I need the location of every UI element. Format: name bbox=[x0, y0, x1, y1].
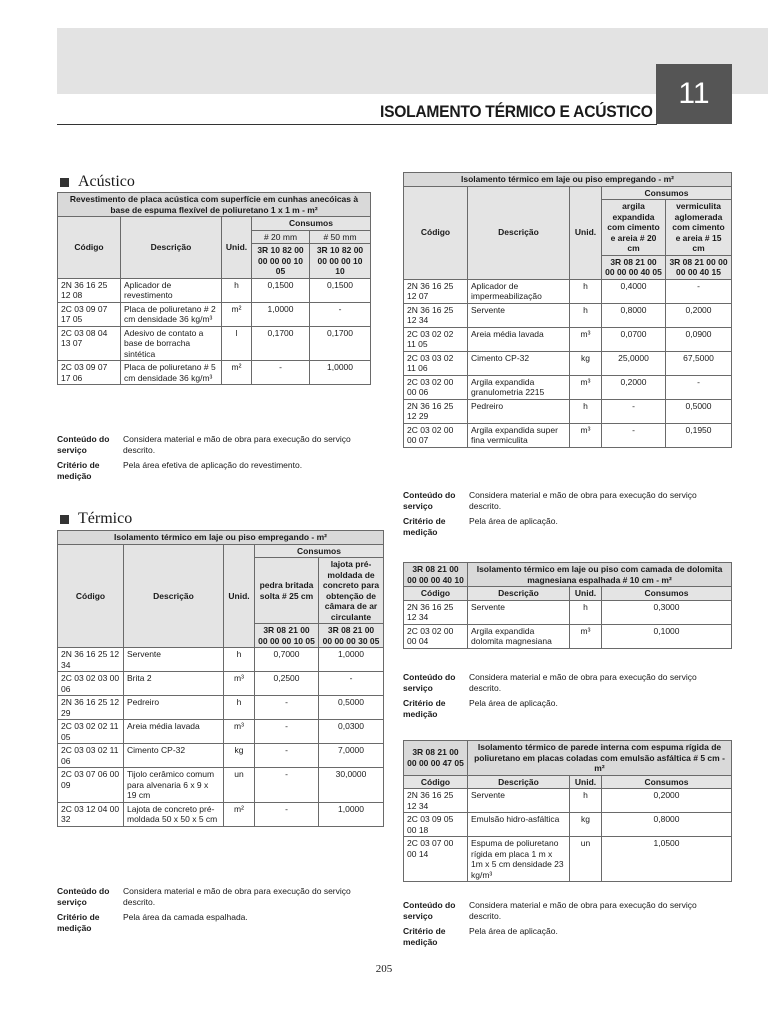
cell-codigo: 2C 03 02 02 11 05 bbox=[404, 327, 468, 351]
chapter-number-badge bbox=[656, 64, 732, 124]
cell-unid: h bbox=[570, 279, 602, 303]
table-row bbox=[404, 399, 732, 423]
cell-codigo: 2C 03 08 04 13 07 bbox=[58, 326, 121, 361]
col-header-unid: Unid. bbox=[570, 186, 602, 279]
table-body bbox=[404, 600, 732, 648]
cell-descricao: Aplicador de impermeabilização bbox=[468, 279, 570, 303]
conteudo-label: Conteúdo do serviço bbox=[403, 672, 456, 693]
cell-v2: 0,1700 bbox=[310, 326, 371, 361]
cell-v1: 1,0000 bbox=[252, 302, 310, 326]
cell-v1: - bbox=[255, 768, 319, 803]
cell-descricao: Argila expandida granulometria 2215 bbox=[468, 375, 570, 399]
cell-v1: 0,0700 bbox=[602, 327, 666, 351]
cell-descricao: Aplicador de revestimento bbox=[121, 278, 222, 302]
table-row bbox=[404, 600, 732, 624]
table-row bbox=[58, 768, 384, 803]
col-header-consumos: Consumos bbox=[252, 217, 371, 231]
cell-descricao: Placa de poliuretano # 5 cm densidade 36 kg/m³ bbox=[121, 361, 222, 385]
cell-descricao: Cimento CP-32 bbox=[124, 744, 224, 768]
table-body bbox=[58, 648, 384, 827]
cell-codigo: 2N 36 16 25 12 07 bbox=[404, 279, 468, 303]
cell-codigo: 2C 03 02 00 00 04 bbox=[404, 624, 468, 648]
cell-unid: m³ bbox=[570, 624, 602, 648]
cell-descricao: Pedreiro bbox=[468, 399, 570, 423]
cell-codigo: 2C 03 09 07 17 06 bbox=[58, 361, 121, 385]
termico-meta bbox=[57, 886, 383, 938]
right1-meta bbox=[403, 490, 731, 542]
cell-unid: h bbox=[570, 789, 602, 813]
criterio-label: Critério de medição bbox=[57, 912, 100, 933]
right3-table-block bbox=[403, 740, 731, 882]
cell-v2: - bbox=[666, 279, 732, 303]
page-number: 205 bbox=[375, 963, 393, 975]
cell-v2: 0,5000 bbox=[319, 696, 384, 720]
service-code: 3R 08 21 00 00 00 00 47 05 bbox=[404, 741, 468, 776]
cell-descricao: Pedreiro bbox=[124, 696, 224, 720]
acustico-meta bbox=[57, 434, 370, 486]
cell-unid: kg bbox=[224, 744, 255, 768]
criterio-text: Pela área da camada espalhada. bbox=[123, 912, 248, 922]
table-row bbox=[58, 326, 371, 361]
table-row bbox=[58, 361, 371, 385]
cell-unid: m³ bbox=[570, 375, 602, 399]
service-code-2: 3R 08 21 00 00 00 00 40 15 bbox=[666, 255, 732, 279]
table-title: Isolamento térmico em laje ou piso empregando - m² bbox=[58, 531, 384, 545]
criterio-text: Pela área efetiva de aplicação do revestimento. bbox=[123, 460, 303, 470]
col-header-codigo: Código bbox=[404, 186, 468, 279]
criterio-label: Critério de medição bbox=[403, 926, 446, 947]
sub-header-2: lajota pré-moldada de concreto para obtenção de câmara de ar circulante bbox=[319, 558, 384, 624]
cell-v: 0,2000 bbox=[602, 789, 732, 813]
cell-descricao: Areia média lavada bbox=[468, 327, 570, 351]
table-row bbox=[404, 375, 732, 399]
table-body bbox=[404, 279, 732, 447]
table-row bbox=[404, 624, 732, 648]
criterio-label: Critério de medição bbox=[403, 698, 446, 719]
cell-v1: 0,1500 bbox=[252, 278, 310, 302]
cell-unid: kg bbox=[570, 351, 602, 375]
service-code-1: 3R 10 82 00 00 00 00 10 05 bbox=[252, 244, 310, 279]
cell-v1: - bbox=[602, 399, 666, 423]
cell-v1: - bbox=[252, 361, 310, 385]
acustico-table bbox=[57, 192, 371, 385]
col-header-unid: Unid. bbox=[570, 775, 602, 789]
cell-codigo: 2N 36 16 25 12 08 bbox=[58, 278, 121, 302]
cell-v1: - bbox=[602, 423, 666, 447]
col-header-unid: Unid. bbox=[224, 544, 255, 648]
table-title: Isolamento térmico de parede interna com espuma rígida de poliuretano em placas coladas com emulsão asfáltica # 5 cm - m² bbox=[468, 741, 732, 776]
cell-unid: l bbox=[222, 326, 252, 361]
cell-descricao: Emulsão hidro-asfáltica bbox=[468, 813, 570, 837]
cell-descricao: Servente bbox=[468, 600, 570, 624]
conteudo-text: Considera material e mão de obra para execução do serviço descrito. bbox=[469, 672, 697, 693]
col-header-descricao: Descrição bbox=[468, 587, 570, 601]
col-header-unid: Unid. bbox=[222, 217, 252, 279]
criterio-text: Pela área de aplicação. bbox=[469, 516, 558, 526]
cell-v1: 0,8000 bbox=[602, 303, 666, 327]
col-header-codigo: Código bbox=[58, 544, 124, 648]
cell-unid: m² bbox=[224, 802, 255, 826]
cell-v2: 1,0000 bbox=[319, 648, 384, 672]
table-row bbox=[404, 303, 732, 327]
cell-codigo: 2C 03 02 00 00 06 bbox=[404, 375, 468, 399]
cell-v1: 0,2500 bbox=[255, 672, 319, 696]
cell-unid: m³ bbox=[570, 327, 602, 351]
table-title: Isolamento térmico em laje ou piso com camada de dolomita magnesiana espalhada # 10 cm - m² bbox=[468, 563, 732, 587]
col-header-descricao: Descrição bbox=[124, 544, 224, 648]
cell-codigo: 2C 03 03 02 11 06 bbox=[58, 744, 124, 768]
cell-descricao: Espuma de poliuretano rígida em placa 1 m x 1m x 5 cm densidade 23 kg/m³ bbox=[468, 837, 570, 882]
termico-table bbox=[57, 530, 384, 827]
service-code-2: 3R 10 82 00 00 00 00 10 10 bbox=[310, 244, 371, 279]
cell-codigo: 2N 36 16 25 12 34 bbox=[58, 648, 124, 672]
cell-v: 0,8000 bbox=[602, 813, 732, 837]
cell-v2: 67,5000 bbox=[666, 351, 732, 375]
cell-descricao: Brita 2 bbox=[124, 672, 224, 696]
cell-v2: 0,0300 bbox=[319, 720, 384, 744]
cell-unid: h bbox=[570, 303, 602, 327]
col-header-consumos: Consumos bbox=[255, 544, 384, 558]
cell-unid: m³ bbox=[570, 423, 602, 447]
service-code-2: 3R 08 21 00 00 00 00 30 05 bbox=[319, 624, 384, 648]
right2-table-block bbox=[403, 562, 731, 649]
criterio-text: Pela área de aplicação. bbox=[469, 926, 558, 936]
cell-descricao: Servente bbox=[124, 648, 224, 672]
table-row bbox=[58, 720, 384, 744]
table-row bbox=[58, 696, 384, 720]
cell-codigo: 2C 03 09 05 00 18 bbox=[404, 813, 468, 837]
section-heading-acustico bbox=[60, 173, 135, 191]
cell-unid: h bbox=[570, 600, 602, 624]
sub-header-1: argila expandida com cimento e areia # 20 cm bbox=[602, 200, 666, 256]
cell-v2: - bbox=[310, 302, 371, 326]
cell-v2: 7,0000 bbox=[319, 744, 384, 768]
square-bullet-icon bbox=[60, 178, 69, 187]
table-row bbox=[58, 648, 384, 672]
cell-unid: h bbox=[570, 399, 602, 423]
sub-header-1: # 20 mm bbox=[252, 230, 310, 244]
cell-descricao: Servente bbox=[468, 303, 570, 327]
cell-v2: 0,2000 bbox=[666, 303, 732, 327]
conteudo-label: Conteúdo do serviço bbox=[57, 886, 110, 907]
cell-unid: h bbox=[224, 648, 255, 672]
cell-codigo: 2C 03 07 00 00 14 bbox=[404, 837, 468, 882]
table-row bbox=[58, 802, 384, 826]
col-header-codigo: Código bbox=[58, 217, 121, 279]
right3-meta bbox=[403, 900, 731, 952]
table-title: Isolamento térmico em laje ou piso empregando - m² bbox=[404, 173, 732, 187]
cell-descricao: Tijolo cerâmico comum para alvenaria 6 x 9 x 19 cm bbox=[124, 768, 224, 803]
table-body bbox=[404, 789, 732, 882]
service-code-1: 3R 08 21 00 00 00 00 10 05 bbox=[255, 624, 319, 648]
cell-descricao: Cimento CP-32 bbox=[468, 351, 570, 375]
conteudo-text: Considera material e mão de obra para execução do serviço descrito. bbox=[469, 490, 697, 511]
criterio-label: Critério de medição bbox=[403, 516, 446, 537]
conteudo-text: Considera material e mão de obra para execução do serviço descrito. bbox=[123, 434, 351, 455]
conteudo-text: Considera material e mão de obra para execução do serviço descrito. bbox=[469, 900, 697, 921]
cell-codigo: 2C 03 02 00 00 07 bbox=[404, 423, 468, 447]
table-row bbox=[404, 837, 732, 882]
cell-v2: 0,0900 bbox=[666, 327, 732, 351]
cell-v2: 0,1950 bbox=[666, 423, 732, 447]
cell-descricao: Lajota de concreto pré-moldada 50 x 50 x 5 cm bbox=[124, 802, 224, 826]
section-title: Térmico bbox=[78, 510, 133, 527]
criterio-label: Critério de medição bbox=[57, 460, 100, 481]
table-row bbox=[58, 278, 371, 302]
acustico-table-block bbox=[57, 192, 370, 385]
col-header-consumos: Consumos bbox=[602, 775, 732, 789]
cell-descricao: Adesivo de contato a base de borracha sintética bbox=[121, 326, 222, 361]
conteudo-label: Conteúdo do serviço bbox=[403, 490, 456, 511]
table-title: Revestimento de placa acústica com superfície em cunhas anecóicas à base de espuma flexível de poliuretano 1 x 1 m - m² bbox=[58, 193, 371, 217]
cell-v2: 30,0000 bbox=[319, 768, 384, 803]
cell-descricao: Servente bbox=[468, 789, 570, 813]
table-row bbox=[58, 744, 384, 768]
cell-codigo: 2N 36 16 25 12 29 bbox=[404, 399, 468, 423]
sub-header-2: # 50 mm bbox=[310, 230, 371, 244]
cell-v1: - bbox=[255, 720, 319, 744]
criterio-text: Pela área de aplicação. bbox=[469, 698, 558, 708]
cell-unid: un bbox=[570, 837, 602, 882]
cell-v1: 0,1700 bbox=[252, 326, 310, 361]
table-row bbox=[58, 302, 371, 326]
cell-descricao: Placa de poliuretano # 2 cm densidade 36 kg/m³ bbox=[121, 302, 222, 326]
cell-v1: 25,0000 bbox=[602, 351, 666, 375]
cell-codigo: 2C 03 07 06 00 09 bbox=[58, 768, 124, 803]
col-header-consumos: Consumos bbox=[602, 186, 732, 200]
table-row bbox=[404, 351, 732, 375]
table-row bbox=[404, 327, 732, 351]
table-row bbox=[404, 813, 732, 837]
cell-unid: kg bbox=[570, 813, 602, 837]
col-header-codigo: Código bbox=[404, 775, 468, 789]
conteudo-text: Considera material e mão de obra para execução do serviço descrito. bbox=[123, 886, 351, 907]
cell-codigo: 2C 03 12 04 00 32 bbox=[58, 802, 124, 826]
right1-table-block bbox=[403, 172, 731, 448]
cell-v1: - bbox=[255, 802, 319, 826]
table-body bbox=[58, 278, 371, 385]
col-header-descricao: Descrição bbox=[121, 217, 222, 279]
chapter-title: ISOLAMENTO TÉRMICO E ACÚSTICO bbox=[380, 102, 653, 121]
right3-table bbox=[403, 740, 732, 882]
cell-unid: h bbox=[222, 278, 252, 302]
cell-codigo: 2C 03 09 07 17 05 bbox=[58, 302, 121, 326]
cell-unid: m² bbox=[222, 302, 252, 326]
termico-table-block bbox=[57, 530, 383, 827]
col-header-descricao: Descrição bbox=[468, 186, 570, 279]
cell-v: 1,0500 bbox=[602, 837, 732, 882]
col-header-codigo: Código bbox=[404, 587, 468, 601]
table-row bbox=[404, 789, 732, 813]
cell-v1: 0,4000 bbox=[602, 279, 666, 303]
conteudo-label: Conteúdo do serviço bbox=[57, 434, 110, 455]
square-bullet-icon bbox=[60, 515, 69, 524]
table-row bbox=[404, 423, 732, 447]
col-header-unid: Unid. bbox=[570, 587, 602, 601]
right1-table bbox=[403, 172, 732, 448]
cell-v1: - bbox=[255, 696, 319, 720]
cell-v2: - bbox=[319, 672, 384, 696]
cell-codigo: 2N 36 16 25 12 29 bbox=[58, 696, 124, 720]
sub-header-2: vermiculita aglomerada com cimento e areia # 15 cm bbox=[666, 200, 732, 256]
right2-meta bbox=[403, 672, 731, 724]
cell-descricao: Areia média lavada bbox=[124, 720, 224, 744]
cell-descricao: Argila expandida super fina vermiculita bbox=[468, 423, 570, 447]
cell-unid: un bbox=[224, 768, 255, 803]
cell-v: 0,3000 bbox=[602, 600, 732, 624]
cell-unid: h bbox=[224, 696, 255, 720]
cell-v1: - bbox=[255, 744, 319, 768]
cell-v2: 1,0000 bbox=[319, 802, 384, 826]
cell-descricao: Argila expandida dolomita magnesiana bbox=[468, 624, 570, 648]
title-rule bbox=[57, 124, 657, 125]
cell-v1: 0,7000 bbox=[255, 648, 319, 672]
cell-unid: m³ bbox=[224, 672, 255, 696]
cell-codigo: 2N 36 16 25 12 34 bbox=[404, 303, 468, 327]
service-code: 3R 08 21 00 00 00 00 40 10 bbox=[404, 563, 468, 587]
cell-unid: m² bbox=[222, 361, 252, 385]
right2-table bbox=[403, 562, 732, 649]
cell-v2: - bbox=[666, 375, 732, 399]
cell-v2: 1,0000 bbox=[310, 361, 371, 385]
cell-codigo: 2N 36 16 25 12 34 bbox=[404, 600, 468, 624]
cell-v1: 0,2000 bbox=[602, 375, 666, 399]
cell-v2: 0,5000 bbox=[666, 399, 732, 423]
conteudo-label: Conteúdo do serviço bbox=[403, 900, 456, 921]
cell-codigo: 2C 03 02 03 00 06 bbox=[58, 672, 124, 696]
cell-codigo: 2N 36 16 25 12 34 bbox=[404, 789, 468, 813]
table-row bbox=[58, 672, 384, 696]
cell-unid: m³ bbox=[224, 720, 255, 744]
cell-codigo: 2C 03 02 02 11 05 bbox=[58, 720, 124, 744]
section-title: Acústico bbox=[78, 173, 135, 190]
cell-v: 0,1000 bbox=[602, 624, 732, 648]
table-row bbox=[404, 279, 732, 303]
sub-header-1: pedra britada solta # 25 cm bbox=[255, 558, 319, 624]
cell-v2: 0,1500 bbox=[310, 278, 371, 302]
col-header-consumos: Consumos bbox=[602, 587, 732, 601]
section-heading-termico bbox=[60, 510, 132, 528]
cell-codigo: 2C 03 03 02 11 06 bbox=[404, 351, 468, 375]
chapter-number: 11 bbox=[678, 77, 710, 110]
service-code-1: 3R 08 21 00 00 00 00 40 05 bbox=[602, 255, 666, 279]
col-header-descricao: Descrição bbox=[468, 775, 570, 789]
